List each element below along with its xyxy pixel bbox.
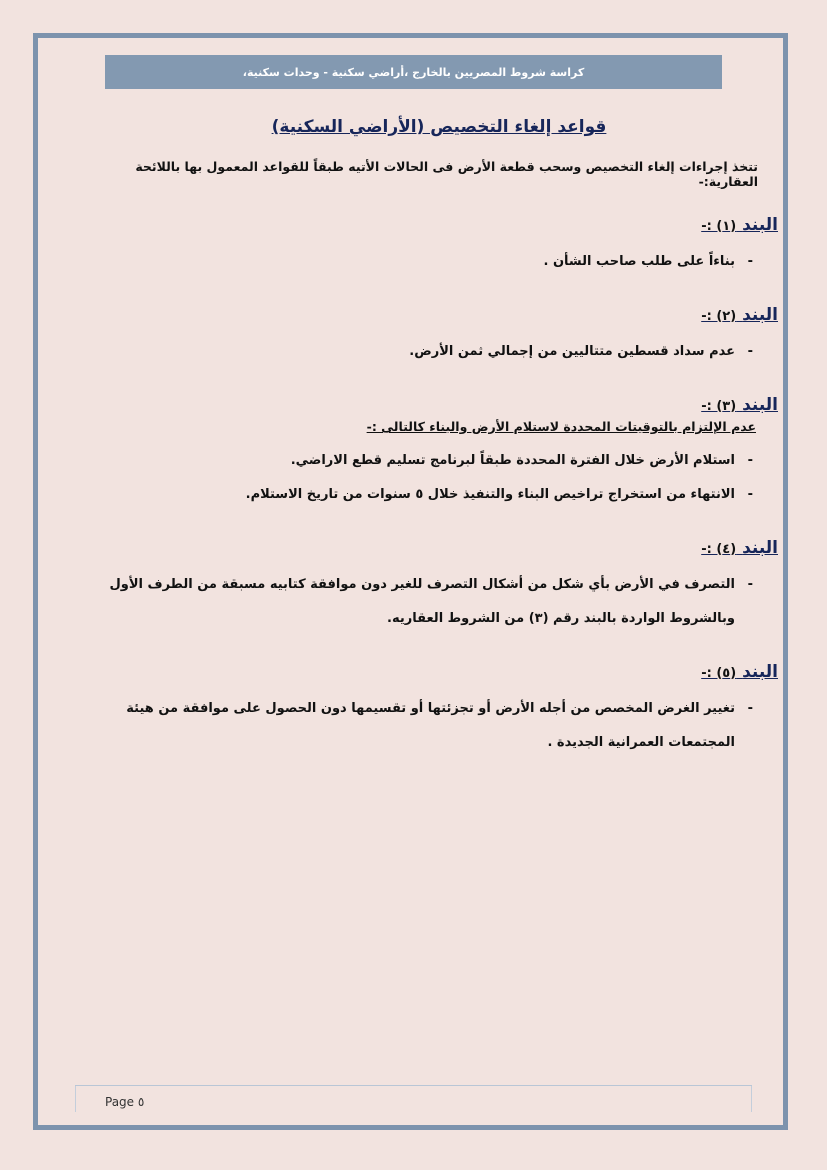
clause-items: [100, 444, 778, 512]
clause-items: [100, 692, 778, 760]
document-title: قواعد إلغاء التخصيص (الأراضي السكنية): [271, 117, 607, 137]
clause-number: (١) :-: [701, 219, 737, 234]
page-content: [100, 105, 778, 760]
clause-heading-word: البند: [742, 662, 778, 682]
clause-heading: [100, 662, 778, 682]
clause-number: (٤) :-: [701, 542, 737, 557]
clause-number: (٣) :-: [701, 399, 737, 414]
clause-section: [100, 395, 778, 512]
clause-section: [100, 662, 778, 760]
intro-paragraph: تتخذ إجراءات إلغاء التخصيص وسحب قطعة الأرض فى الحالات الأتيه طبقاً للقواعد المعمول بها باللائحة العقارية:-: [135, 159, 758, 189]
clause-heading-word: البند: [742, 215, 778, 235]
clause-section: [100, 215, 778, 279]
document-header: [105, 55, 722, 89]
clause-heading-word: البند: [742, 538, 778, 558]
clause-section: [100, 305, 778, 369]
list-item: - تغيير الغرض المخصص من أجله الأرض أو تجزئتها أو تقسيمها دون الحصول على موافقة من هيئة المجتمعات العمرانية الجديدة .: [100, 692, 753, 760]
page-number: Page ٥: [105, 1095, 145, 1109]
footer-divider: [75, 1085, 752, 1086]
footer-right-rule: [751, 1086, 752, 1112]
clause-heading-word: البند: [742, 395, 778, 415]
clause-heading: [100, 215, 778, 235]
list-item: - بناءاً على طلب صاحب الشأن .: [100, 245, 753, 279]
clause-section: [100, 538, 778, 636]
clause-heading: [100, 538, 778, 558]
list-item: - عدم سداد قسطين متتاليين من إجمالي ثمن الأرض.: [100, 335, 753, 369]
header-text: كراسة شروط المصريين بالخارج ،أراضي سكنية - وحدات سكنية،: [242, 65, 585, 79]
clauses-list: [100, 215, 778, 760]
footer-left-rule: [75, 1086, 76, 1112]
list-item: - الانتهاء من استخراج تراخيص البناء والتنفيذ خلال ٥ سنوات من تاريخ الاستلام.: [100, 478, 753, 512]
clause-items: [100, 568, 778, 636]
clause-heading: [100, 305, 778, 325]
list-item: - التصرف في الأرض بأي شكل من أشكال التصرف للغير دون موافقة كتابيه مسبقة من الطرف الأول وبالشروط الواردة بالبند رقم (٣) من الشروط العقاريه.: [100, 568, 753, 636]
clause-items: [100, 335, 778, 369]
clause-heading-word: البند: [742, 305, 778, 325]
clause-number: (٢) :-: [701, 309, 737, 324]
clause-number: (٥) :-: [701, 666, 737, 681]
clause-heading: [100, 395, 778, 415]
clause-items: [100, 245, 778, 279]
clause-subheading: عدم الإلتزام بالتوقيتات المحددة لاستلام الأرض والبناء كالتالى :-: [366, 419, 756, 434]
list-item: - استلام الأرض خلال الفترة المحددة طبقاً لبرنامج تسليم قطع الاراضي.: [100, 444, 753, 478]
